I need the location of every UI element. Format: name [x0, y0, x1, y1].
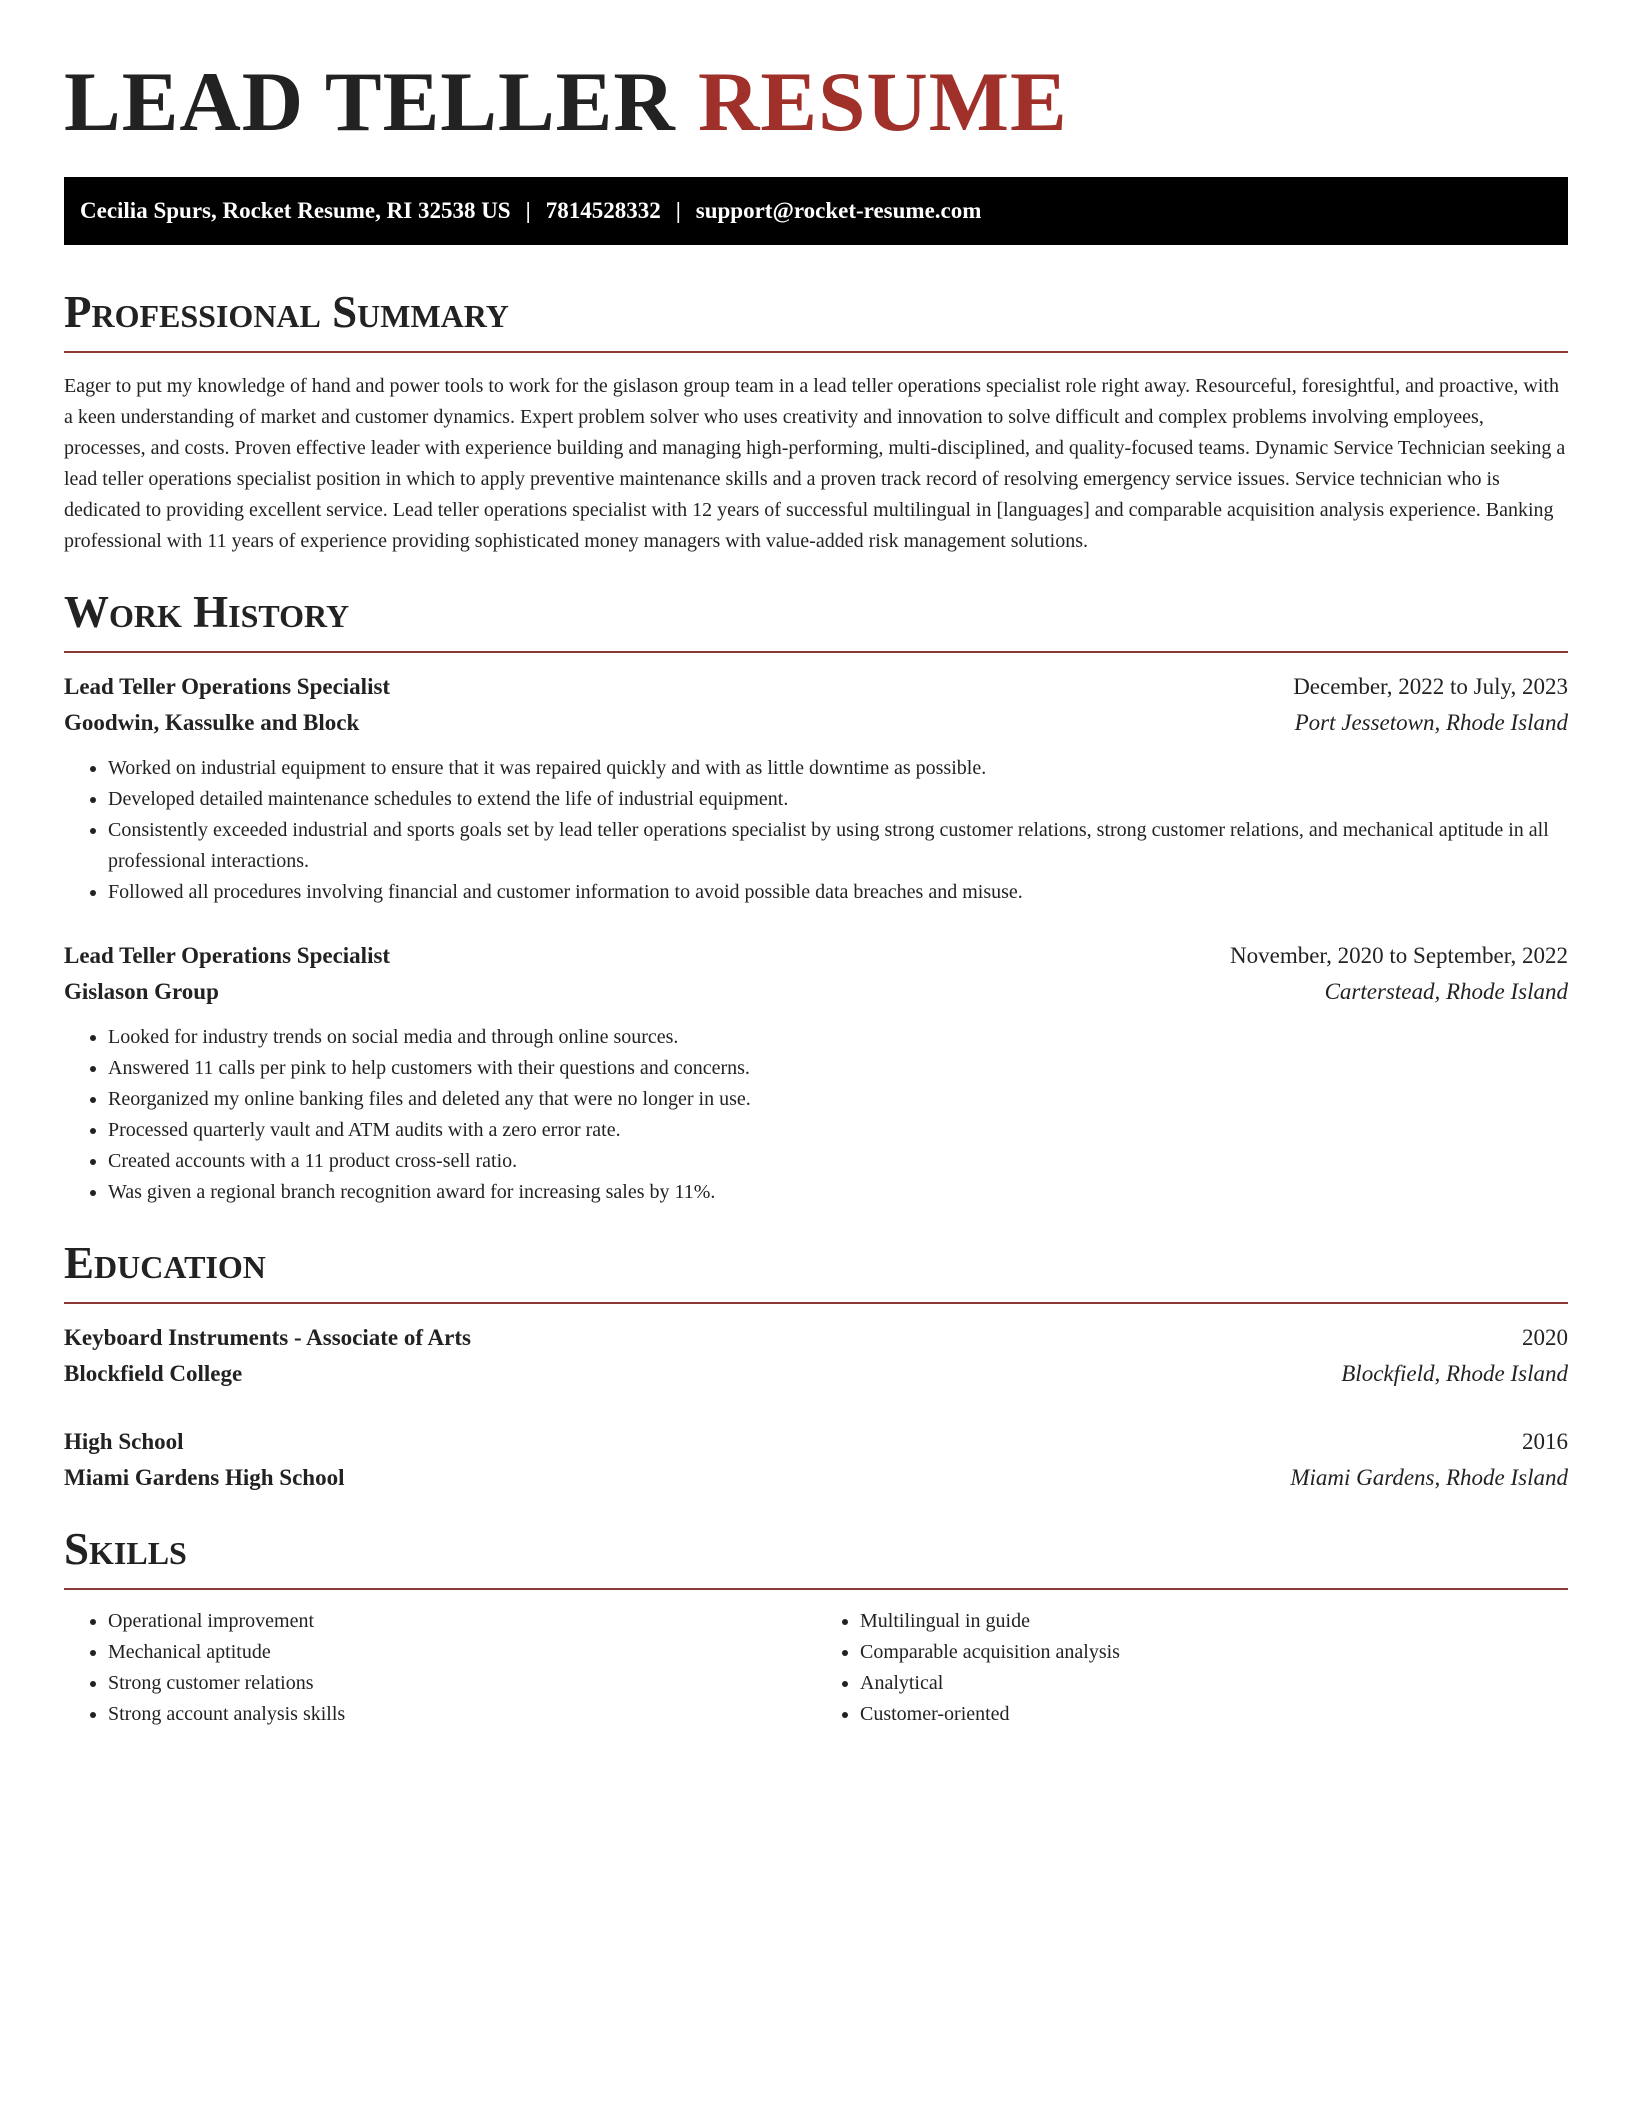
summary-text: Eager to put my knowledge of hand and power tools to work for the gislason group team in a lead teller operations specialist role right away. Resourceful, foresightful, and proactive, with a keen understanding of market and customer dynamics. Expert problem solver who uses creativity and innovation to solve difficult and complex problems involving employees, processes, and costs. Proven effective leader with experience building and managing high-performing, multi-disciplined, and quality-focused teams. Dynamic Service Technician seeking a lead teller operations specialist position in which to apply preventive maintenance skills and a proven track record of resolving emergency service issues. Service technician who is dedicated to providing excellent service. Lead teller operations specialist with 12 years of successful multilingual in [languages] and comparable acquisition analysis experience. Banking professional with 11 years of experience providing sophisticated money managers with value-added risk management solutions.: [64, 375, 1566, 552]
job-bullet: • Processed quarterly vault and ATM audits with a zero error rate.: [108, 1115, 1568, 1146]
education-heading: Education: [64, 1238, 1568, 1304]
job-bullet: • Created accounts with a 11 product cross-sell ratio.: [108, 1146, 1568, 1177]
contact-bar: [64, 177, 1568, 245]
skills-right-list: [816, 1606, 1568, 1730]
education-entry: [64, 1424, 1568, 1496]
job-bullet: • Consistently exceeded industrial and sports goals set by lead teller operations specialist by using strong customer relations, strong customer relations, and mechanical aptitude in all professional interactions.: [108, 815, 1568, 877]
job-location: Carterstead, Rhode Island: [1324, 979, 1568, 1004]
work-history-section: [64, 587, 1568, 1208]
education-header-row: [64, 1320, 1568, 1356]
job-bullet: • Answered 11 calls per pink to help customers with their questions and concerns.: [108, 1053, 1568, 1084]
skills-columns: [64, 1606, 1568, 1730]
job-company: Gislason Group: [64, 979, 219, 1004]
contact-separator: |: [675, 198, 681, 223]
education-entry: [64, 1320, 1568, 1392]
contact-address: Cecilia Spurs, Rocket Resume, RI 32538 US: [80, 198, 511, 223]
job-role: Lead Teller Operations Specialist: [64, 674, 391, 699]
education-section: [64, 1238, 1568, 1496]
skills-section: [64, 1524, 1568, 1730]
education-entries: [64, 1320, 1568, 1496]
title-accent: RESUME: [697, 55, 1068, 149]
job-company: Goodwin, Kassulke and Block: [64, 710, 360, 735]
education-school: Miami Gardens High School: [64, 1465, 345, 1490]
job-location: Port Jessetown, Rhode Island: [1294, 710, 1568, 735]
skill-item: • Comparable acquisition analysis: [860, 1637, 1568, 1668]
skill-item: • Strong account analysis skills: [108, 1699, 816, 1730]
job-bullet: • Looked for industry trends on social media and through online sources.: [108, 1022, 1568, 1053]
job-bullets: [64, 753, 1568, 908]
contact-phone: 7814528332: [545, 198, 661, 223]
education-location: Miami Gardens, Rhode Island: [1290, 1465, 1568, 1490]
title-main: LEAD TELLER: [64, 55, 676, 149]
job-header-row: [64, 938, 1568, 974]
summary-section: [64, 287, 1568, 557]
job-bullet: • Followed all procedures involving financial and customer information to avoid possible data breaches and misuse.: [108, 877, 1568, 908]
job-dates: December, 2022 to July, 2023: [1293, 674, 1568, 699]
skills-heading: Skills: [64, 1524, 1568, 1590]
education-degree: High School: [64, 1429, 184, 1454]
job-bullet: • Worked on industrial equipment to ensure that it was repaired quickly and with as little downtime as possible.: [108, 753, 1568, 784]
skill-item: • Strong customer relations: [108, 1668, 816, 1699]
education-school-row: [64, 1356, 1568, 1392]
job-bullet: • Was given a regional branch recognition award for increasing sales by 11%.: [108, 1177, 1568, 1208]
education-school-row: [64, 1460, 1568, 1496]
education-school: Blockfield College: [64, 1361, 243, 1386]
skill-item: • Operational improvement: [108, 1606, 816, 1637]
skills-left-list: [64, 1606, 816, 1730]
resume-title: [64, 52, 1568, 152]
work-history-heading: Work History: [64, 587, 1568, 653]
job-company-row: [64, 974, 1568, 1010]
job-bullet: • Developed detailed maintenance schedules to extend the life of industrial equipment.: [108, 784, 1568, 815]
education-location: Blockfield, Rhode Island: [1341, 1361, 1568, 1386]
education-year: 2016: [1522, 1429, 1568, 1454]
skill-item: • Multilingual in guide: [860, 1606, 1568, 1637]
education-header-row: [64, 1424, 1568, 1460]
contact-separator: |: [525, 198, 531, 223]
education-year: 2020: [1522, 1325, 1568, 1350]
job-bullets: [64, 1022, 1568, 1208]
skill-item: • Mechanical aptitude: [108, 1637, 816, 1668]
skill-item: • Customer-oriented: [860, 1699, 1568, 1730]
job-entry: [64, 669, 1568, 908]
job-bullet: • Reorganized my online banking files and deleted any that were no longer in use.: [108, 1084, 1568, 1115]
job-role: Lead Teller Operations Specialist: [64, 943, 391, 968]
skill-item: • Analytical: [860, 1668, 1568, 1699]
contact-email: support@rocket-resume.com: [695, 198, 982, 223]
job-dates: November, 2020 to September, 2022: [1230, 943, 1568, 968]
education-degree: Keyboard Instruments - Associate of Arts: [64, 1325, 471, 1350]
summary-heading: Professional Summary: [64, 287, 1568, 353]
work-entries: [64, 669, 1568, 1208]
job-company-row: [64, 705, 1568, 741]
job-entry: [64, 938, 1568, 1208]
job-header-row: [64, 669, 1568, 705]
